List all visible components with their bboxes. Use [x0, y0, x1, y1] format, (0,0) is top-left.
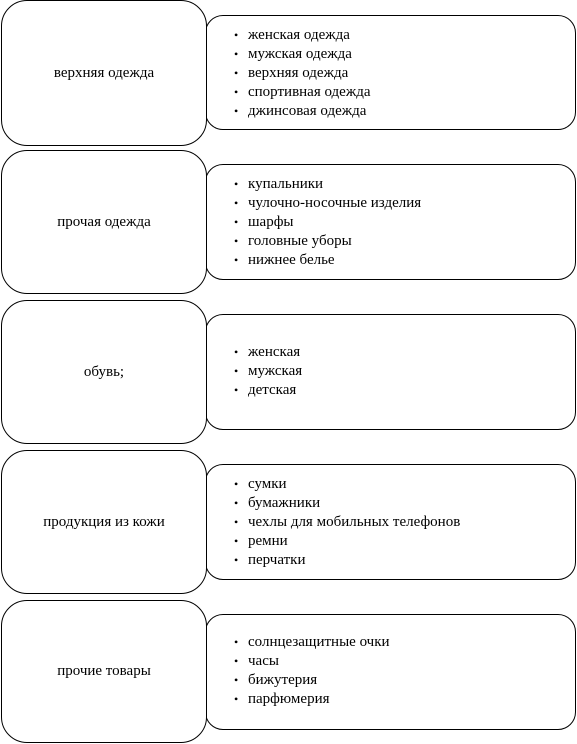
- bullet-icon: •: [234, 28, 239, 42]
- list-item: • купальники: [234, 176, 324, 192]
- list-item: • джинсовая одежда: [234, 103, 367, 119]
- category-box-leather-goods: [1, 450, 207, 594]
- list-item: • детская: [234, 382, 297, 398]
- items-list: [234, 343, 302, 400]
- items-box-footwear: [205, 314, 576, 430]
- bullet-icon: •: [234, 196, 239, 210]
- items-list: [234, 26, 371, 121]
- bullet-icon: •: [234, 534, 239, 548]
- items-list: [234, 175, 421, 270]
- category-label: обувь;: [83, 363, 125, 380]
- list-item: • перчатки: [234, 552, 306, 568]
- list-item: • часы: [234, 653, 279, 669]
- bullet-icon: •: [234, 234, 239, 248]
- category-label: прочая одежда: [57, 213, 151, 230]
- items-list: [234, 475, 460, 570]
- list-item: • чехлы для мобильных телефонов: [234, 514, 461, 530]
- category-label: продукция из кожи: [43, 513, 165, 530]
- bullet-icon: •: [234, 515, 239, 529]
- list-item: • верхняя одежда: [234, 65, 349, 81]
- items-box-other-clothing: [205, 164, 576, 280]
- bullet-icon: •: [234, 654, 239, 668]
- list-item: • сумки: [234, 476, 287, 492]
- items-box-leather-goods: [205, 464, 576, 580]
- bullet-icon: •: [234, 104, 239, 118]
- category-box-other-goods: [1, 600, 207, 743]
- list-item: • солнцезащитные очки: [234, 634, 390, 650]
- bullet-icon: •: [234, 673, 239, 687]
- list-item: • головные уборы: [234, 233, 352, 249]
- category-label: верхняя одежда: [53, 64, 155, 81]
- category-box-outerwear: [1, 0, 207, 146]
- bullet-icon: •: [234, 364, 239, 378]
- list-item: • мужская: [234, 363, 303, 379]
- items-box-other-goods: [205, 614, 576, 730]
- bullet-icon: •: [234, 253, 239, 267]
- bullet-icon: •: [234, 85, 239, 99]
- list-item: • бижутерия: [234, 672, 318, 688]
- items-box-outerwear: [205, 15, 576, 130]
- bullet-icon: •: [234, 477, 239, 491]
- list-item: • бумажники: [234, 495, 321, 511]
- bullet-icon: •: [234, 553, 239, 567]
- bullet-icon: •: [234, 692, 239, 706]
- bullet-icon: •: [234, 496, 239, 510]
- list-item: • ремни: [234, 533, 288, 549]
- bullet-icon: •: [234, 383, 239, 397]
- bullet-icon: •: [234, 215, 239, 229]
- bullet-icon: •: [234, 47, 239, 61]
- list-item: • мужская одежда: [234, 46, 352, 62]
- category-box-footwear: [1, 300, 207, 444]
- category-label: прочие товары: [57, 663, 151, 679]
- list-item: • шарфы: [234, 214, 294, 230]
- bullet-icon: •: [234, 345, 239, 359]
- list-item: • чулочно-носочные изделия: [234, 195, 422, 211]
- category-box-other-clothing: [1, 150, 207, 294]
- list-item: • нижнее белье: [234, 252, 335, 268]
- bullet-icon: •: [234, 177, 239, 191]
- list-item: • женская: [234, 344, 301, 360]
- bullet-icon: •: [234, 635, 239, 649]
- list-item: • спортивная одежда: [234, 84, 371, 100]
- bullet-icon: •: [234, 66, 239, 80]
- list-item: • женская одежда: [234, 27, 350, 43]
- list-item: • парфюмерия: [234, 691, 330, 707]
- items-list: [234, 633, 390, 709]
